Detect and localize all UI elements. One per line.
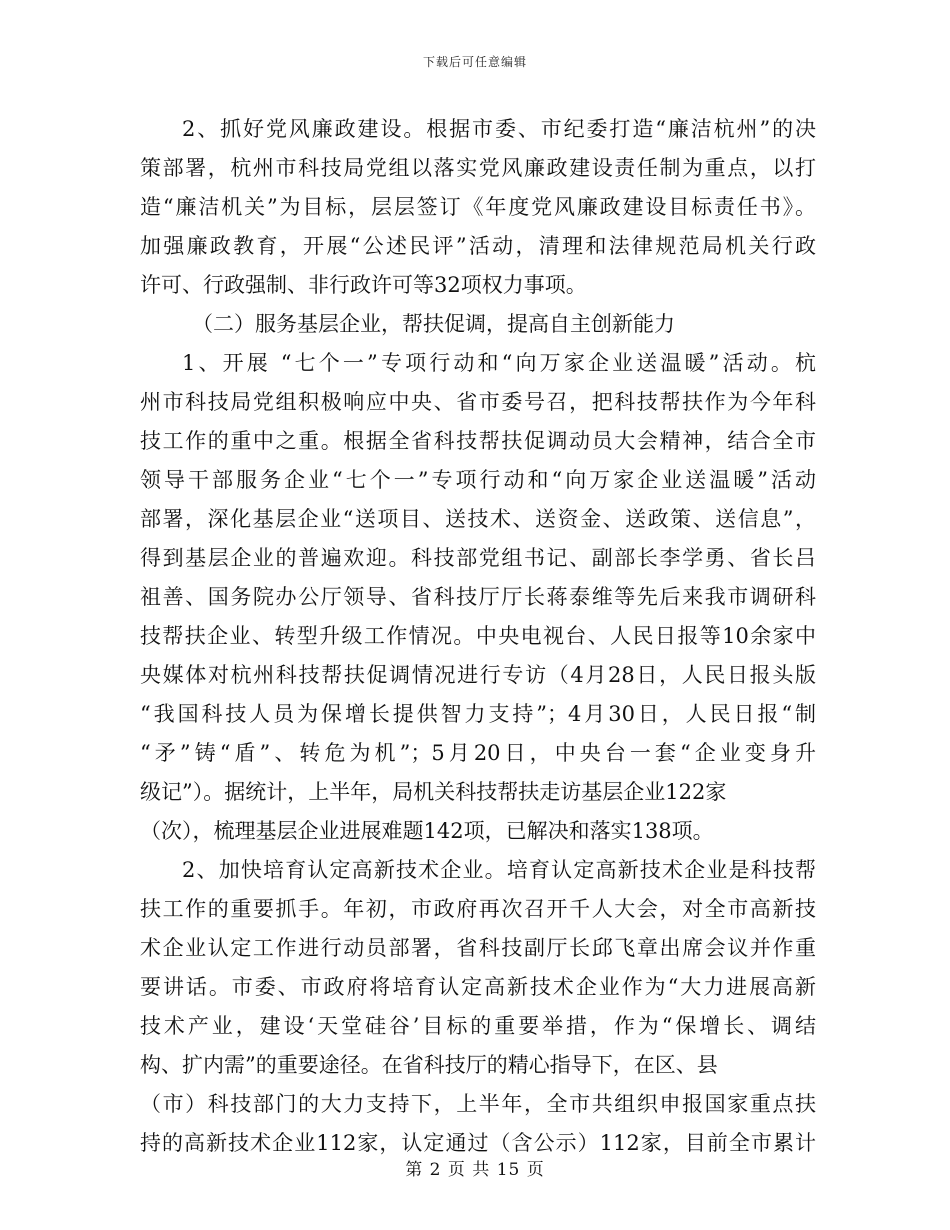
text-line: 祖善、国务院办公厅领导、省科技厅厅长蒋泰维等先后来我市调研科: [140, 585, 816, 609]
text-line: 构、扩内需”的重要途径。在省科技厅的精心指导下，在区、县: [140, 1053, 718, 1077]
text-line: 2、抓好党风廉政建设。根据市委、市纪委打造“廉洁杭州”的决: [182, 117, 816, 141]
text-line: 得到基层企业的普遍欢迎。科技部党组书记、副部长李学勇、省长吕: [140, 546, 816, 570]
text-line: “我国科技人员为保增长提供智力支持”；4月30日，人民日报“制: [140, 702, 816, 726]
text-line: 州市科技局党组积极响应中央、省市委号召，把科技帮扶作为今年科: [140, 390, 816, 414]
text-line: 级记”）。据统计，上半年，局机关科技帮扶走访基层企业122家: [140, 780, 727, 804]
text-line: 造“廉洁机关”为目标，层层签订《年度党风廉政建设目标责任书》。: [140, 195, 816, 219]
text-line: 扶工作的重要抓手。年初，市政府再次召开千人大会，对全市高新技: [140, 897, 816, 921]
text-line: 策部署，杭州市科技局党组以落实党风廉政建设责任制为重点，以打: [140, 156, 816, 180]
text-line: 技帮扶企业、转型升级工作情况。中央电视台、人民日报等10余家中: [140, 624, 816, 648]
text-line: 持的高新技术企业112家，认定通过（含公示）112家，目前全市累计: [140, 1131, 816, 1155]
text-line: 术企业认定工作进行动员部署，省科技副厅长邱飞章出席会议并作重: [140, 936, 816, 960]
text-line: 央媒体对杭州科技帮扶促调情况进行专访（4月28日，人民日报头版: [140, 663, 816, 687]
text-line: 要讲话。市委、市政府将培育认定高新技术企业作为“大力进展高新: [140, 975, 816, 999]
text-line: “矛”铸“盾”、转危为机”；5月20日，中央台一套“企业变身升: [140, 741, 816, 765]
page-header: 下载后可任意编辑: [422, 55, 527, 69]
text-line: 技术产业，建设‘天堂硅谷’目标的重要举措，作为“保增长、调结: [140, 1014, 816, 1038]
text-line: 2、加快培育认定高新技术企业。培育认定高新技术企业是科技帮: [182, 858, 816, 882]
text-line: 领导干部服务企业“七个一”专项行动和“向万家企业送温暖”活动: [140, 468, 816, 492]
text-line: 部署，深化基层企业“送项目、送技术、送资金、送政策、送信息”，: [140, 507, 816, 531]
text-line: 1、开展 “七个一”专项行动和“向万家企业送温暖”活动。杭: [182, 351, 816, 375]
text-line: 技工作的重中之重。根据全省科技帮扶促调动员大会精神，结合全市: [140, 429, 816, 453]
text-line: 许可、行政强制、非行政许可等32项权力事项。: [140, 273, 587, 297]
text-line: 加强廉政教育，开展“公述民评”活动，清理和法律规范局机关行政: [140, 234, 816, 258]
section-heading: （二）服务基层企业，帮扶促调，提高自主创新能力: [192, 312, 675, 336]
page-number: 第 2 页 共 15 页: [405, 1160, 545, 1180]
text-line: （市）科技部门的大力支持下，上半年，全市共组织申报国家重点扶: [140, 1092, 816, 1116]
document-body: [140, 110, 816, 1163]
text-line: （次），梳理基层企业进展难题142项，已解决和落实138项。: [140, 819, 714, 843]
